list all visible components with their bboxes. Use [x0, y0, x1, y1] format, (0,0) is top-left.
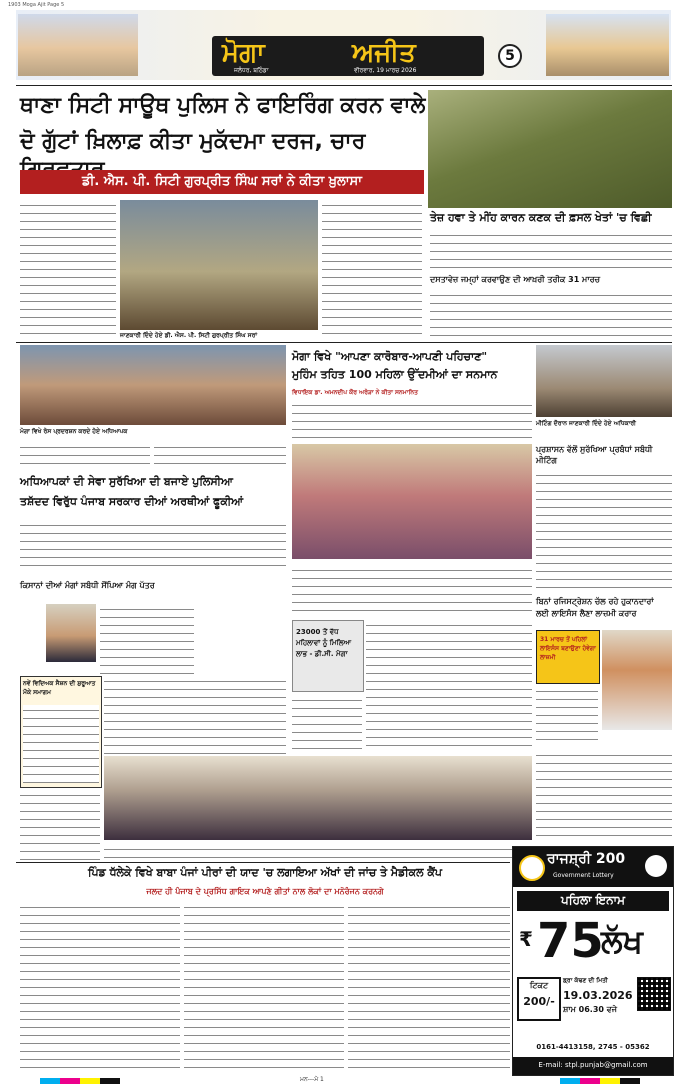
- lead-banner: [20, 170, 424, 194]
- lottery-ticket-label: ਟਿਕਟ: [529, 981, 549, 990]
- print-slug: 1903 Moga Ajit Page 5: [8, 2, 65, 8]
- quote-text: 23000 ਤੋਂ ਵੱਧ ਮਹਿਲਾਵਾਂ ਨੂੰ ਮਿਲਿਆ ਲਾਭ - ਡੀ.ਸੀ. ਮੋਗਾ: [296, 628, 352, 658]
- right-headline-line2: ਲਈ ਲਾਇਸੰਸ ਲੈਣਾ ਲਾਜ਼ਮੀ ਕਰਾਰ: [536, 609, 637, 618]
- lottery-first-prize-banner: [517, 891, 669, 911]
- lottery-header: [513, 847, 673, 887]
- women-body-2: [292, 565, 532, 615]
- temple-illustration-right: [546, 14, 669, 76]
- masthead-city: ਮੋਗਾ: [222, 38, 265, 68]
- masthead-edition: ਜਲੰਧਰ, ਬਠਿੰਡਾ: [234, 67, 269, 74]
- crop-headline: ਤੇਜ਼ ਹਵਾ ਤੇ ਮੀਂਹ ਕਾਰਨ ਕਣਕ ਦੀ ਫ਼ਸਲ ਖੇਤਾਂ 'ਚ ਵਿਛੀ: [430, 211, 652, 224]
- left-box-headline: ਨਵੇਂ ਵਿਦਿਅਕ ਸੈਸ਼ਨ ਦੀ ਸ਼ੁਰੂਆਤ ਮੌਕੇ ਸਮਾਗਮ: [23, 680, 96, 696]
- protest-headline-line2: ਤਸ਼ੱਦਦ ਵਿਰੁੱਧ ਪੰਜਾਬ ਸਰਕਾਰ ਦੀਆਂ ਅਰਥੀਆਂ ਫੂਕੀਆਂ: [20, 495, 244, 508]
- protest-headline-line1: ਅਧਿਆਪਕਾਂ ਦੀ ਸੇਵਾ ਸੁਰੱਖਿਆ ਦੀ ਬਜਾਏ ਪੁਲਿਸੀਆ: [20, 475, 233, 488]
- lead-banner-text: ਡੀ. ਐਸ. ਪੀ. ਸਿਟੀ ਗੁਰਪ੍ਰੀਤ ਸਿੰਘ ਸਰਾਂ ਨੇ ਕੀਤਾ ਖ਼ੁਲਾਸਾ: [82, 174, 362, 189]
- qr-code-icon: [637, 977, 671, 1011]
- deadline-text: 31 ਮਾਰਚ ਤੋਂ ਪਹਿਲਾਂ ਲਾਇਸੰਸ ਬਣਾਉਣਾ ਹੋਵੇਗਾ ਲਾਜ਼ਮੀ: [540, 636, 596, 661]
- women-headline-line2: ਮੁਹਿੰਮ ਤਹਿਤ 100 ਮਹਿਲਾ ਉੱਦਮੀਆਂ ਦਾ ਸਨਮਾਨ: [292, 368, 498, 381]
- protest-body-col1: [20, 442, 150, 470]
- lead-headline-line1: ਥਾਣਾ ਸਿਟੀ ਸਾਊਥ ਪੁਲਿਸ ਨੇ ਫਾਇਰਿੰਗ ਕਰਨ ਵਾਲੇ: [20, 93, 426, 118]
- lottery-draw-time: ਸ਼ਾਮ 06.30 ਵਜੇ: [563, 1005, 617, 1014]
- left-body-3: [104, 676, 286, 754]
- footer-page-code: ਮਨ---ਮੋ 1: [300, 1076, 324, 1083]
- women-body: [292, 400, 532, 440]
- protest-photo: [20, 345, 286, 425]
- masthead-paper: ਅਜੀਤ: [352, 38, 416, 68]
- left-headline: ਕਿਸਾਨਾਂ ਦੀਆਂ ਮੰਗਾਂ ਸਬੰਧੀ ਸੌਂਪਿਆ ਮੰਗ ਪੱਤਰ: [20, 581, 155, 590]
- right-body-2: [536, 750, 672, 840]
- camp-photo: [104, 756, 532, 840]
- divider-lower: [16, 862, 510, 863]
- meeting-photo: [536, 345, 672, 417]
- divider-top: [16, 85, 672, 86]
- page-number: 5: [498, 44, 522, 68]
- lottery-prize-unit: ਲੱਖ: [601, 922, 643, 960]
- lottery-draw-label: ਡ੍ਰਾ ਕੱਢਣ ਦੀ ਮਿਤੀ: [563, 977, 608, 984]
- meeting-photo-caption: ਮੀਟਿੰਗ ਦੌਰਾਨ ਜਾਣਕਾਰੀ ਦਿੰਦੇ ਹੋਏ ਅਧਿਕਾਰੀ: [536, 420, 636, 427]
- left-box-body: [23, 705, 99, 783]
- lottery-first-prize-label: ਪਹਿਲਾ ਇਨਾਮ: [561, 893, 625, 907]
- lottery-currency: ₹: [519, 927, 533, 951]
- masthead-logo: [212, 36, 484, 76]
- lottery-ticket-box: [517, 977, 561, 1021]
- women-group-photo: [292, 444, 532, 559]
- crop-body-2: [430, 290, 672, 340]
- lead-body-col1: [20, 200, 116, 340]
- lottery-ad: [512, 846, 674, 1076]
- meeting-headline: ਪ੍ਰਸ਼ਾਸਨ ਵੱਲੋਂ ਸੁਰੱਖਿਆ ਪ੍ਰਬੰਧਾਂ ਸਬੰਧੀ ਮੀਟਿੰਗ: [536, 445, 653, 465]
- masthead: [16, 10, 671, 80]
- temple-illustration-left: [18, 14, 138, 76]
- lottery-prize-amount: 75: [537, 913, 604, 969]
- crop-subhead: ਦਸਤਾਵੇਜ਼ ਜਮ੍ਹਾਂ ਕਰਵਾਉਣ ਦੀ ਆਖ਼ਰੀ ਤਰੀਕ 31 ਮਾਰਚ: [430, 275, 600, 284]
- lottery-ticket-price: 200/-: [523, 995, 555, 1008]
- left-body-2: [100, 604, 194, 674]
- lottery-brand: ਰਾਜਸ਼੍ਰੀ 200: [547, 851, 626, 867]
- color-bar-left: [40, 1078, 120, 1084]
- camp-body-col1: [20, 902, 180, 1072]
- meeting-body: [536, 470, 672, 590]
- camp-body-col3: [348, 902, 510, 1072]
- crop-body: [430, 230, 672, 270]
- right-body: [536, 686, 598, 746]
- left-boxed-story: [20, 676, 102, 788]
- protest-photo-caption: ਮੋਗਾ ਵਿਖੇ ਰੋਸ ਪ੍ਰਦਰਸ਼ਨ ਕਰਦੇ ਹੋਏ ਅਧਿਆਪਕ: [20, 428, 128, 435]
- lead-headline-line2: ਦੋ ਗੁੱਟਾਂ ਖ਼ਿਲਾਫ਼ ਕੀਤਾ ਮੁਕੱਦਮਾ ਦਰਜ, ਚਾਰ: [20, 129, 366, 154]
- lead-body-col2: [322, 200, 422, 340]
- lottery-phone: 0161-4413158, 2745 - 05362: [536, 1043, 650, 1051]
- lottery-email-bar: [513, 1057, 673, 1075]
- camp-photo-caption-lines: [104, 844, 532, 860]
- right-headline-line1: ਬਿਨਾਂ ਰਜਿਸਟ੍ਰੇਸ਼ਨ ਚੱਲ ਰਹੇ ਹੁਕਾਨਦਾਰਾਂ: [536, 597, 654, 606]
- left-body-4: [20, 790, 100, 860]
- quote-box: [292, 620, 364, 692]
- women-headline-line1: ਮੋਗਾ ਵਿਖੇ "ਆਪਣਾ ਕਾਰੋਬਾਰ-ਆਪਣੀ ਪਹਿਚਾਣ": [292, 350, 488, 363]
- left-body-1: [20, 520, 286, 570]
- lottery-draw-date: 19.03.2026: [563, 989, 633, 1002]
- divider-mid: [16, 342, 672, 343]
- camp-subhead: ਜਲਦ ਹੀ ਪੰਜਾਬ ਦੇ ਪ੍ਰਸਿੱਧ ਗਾਇਕ ਆਪਣੇ ਗੀਤਾਂ ਨਾਲ ਲੋਕਾਂ ਦਾ ਮਨੋਰੰਜਨ ਕਰਨਗੇ: [146, 887, 384, 896]
- lottery-emblem-icon: [519, 855, 545, 881]
- color-bar-right: [560, 1078, 640, 1084]
- women-body-4: [292, 695, 362, 750]
- protest-body-col2: [154, 442, 286, 470]
- dsp-press-photo: [120, 200, 318, 330]
- official-portrait-photo: [602, 630, 672, 730]
- lottery-email: E-mail: stpl.punjab@gmail.com: [538, 1061, 648, 1069]
- lottery-brand-sub: Government Lottery: [553, 872, 614, 879]
- deadline-box: [536, 630, 600, 684]
- dsp-photo-caption: ਜਾਣਕਾਰੀ ਦਿੰਦੇ ਹੋਏ ਡੀ. ਐਸ. ਪੀ. ਸਿਟੀ ਗੁਰਪ੍ਰੀਤ ਸਿੰਘ ਸਰਾਂ: [120, 332, 258, 339]
- state-seal-icon: [645, 855, 667, 877]
- camp-headline: ਪਿੰਡ ਧੱਲੇਕੇ ਵਿਖੇ ਬਾਬਾ ਪੰਜਾਂ ਪੀਰਾਂ ਦੀ ਯਾਦ 'ਚ ਲਗਾਇਆ ਅੱਖਾਂ ਦੀ ਜਾਂਚ ਤੇ ਮੈਡੀਕਲ ਕੈਂਪ: [87, 866, 442, 879]
- camp-body-col2: [184, 902, 344, 1072]
- masthead-date: ਵੀਰਵਾਰ, 19 ਮਾਰਚ 2026: [354, 67, 417, 74]
- portrait-photo-1: [46, 604, 96, 662]
- wheat-field-photo: [428, 90, 672, 208]
- women-body-3: [366, 620, 532, 750]
- women-subhead: ਵਿਧਾਇਕ ਡਾ. ਅਮਨਦੀਪ ਕੌਰ ਅਰੋੜਾ ਨੇ ਕੀਤਾ ਸਨਮਾਨਿਤ: [292, 389, 418, 396]
